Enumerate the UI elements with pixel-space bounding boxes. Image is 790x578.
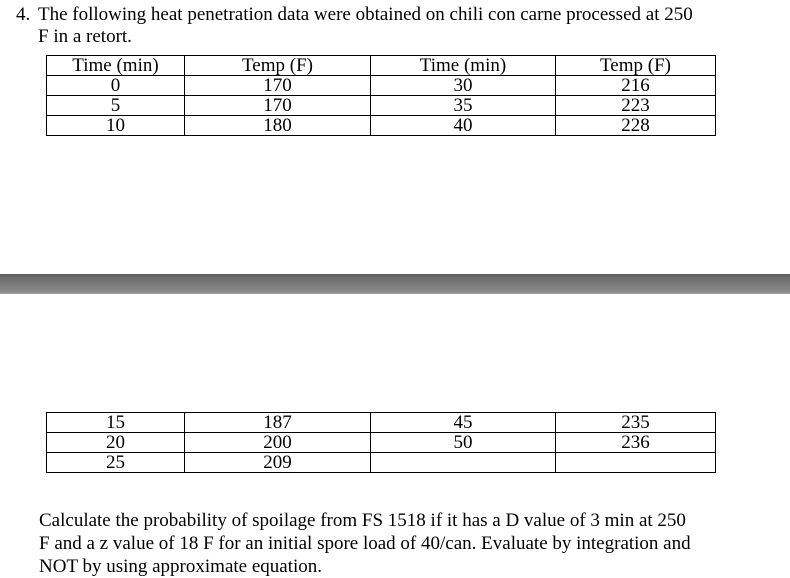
table-cell: 35 <box>371 96 556 116</box>
table-cell: 5 <box>47 96 185 116</box>
table-cell: 187 <box>185 413 371 433</box>
table-row <box>47 76 716 96</box>
table-cell: 209 <box>185 453 371 473</box>
table-cell: 228 <box>556 116 716 136</box>
table-cell: 235 <box>556 413 716 433</box>
heat-penetration-table-bottom <box>46 412 716 473</box>
table-cell: 20 <box>47 433 185 453</box>
table-cell <box>556 453 716 473</box>
question-text <box>16 4 776 48</box>
task-line-2: F and a z value of 18 F for an initial spore load of 40/can. Evaluate by integration and <box>39 533 691 554</box>
task-line-3: NOT by using approximate equation. <box>39 556 323 577</box>
question-number: 4. <box>16 4 31 25</box>
task-line-1: Calculate the probability of spoilage from FS 1518 if it has a D value of 3 min at 250 <box>39 510 686 531</box>
table-cell: 15 <box>47 413 185 433</box>
header-temp-1: Temp (F) <box>185 56 371 76</box>
table-cell: 25 <box>47 453 185 473</box>
question-line-2: F in a retort. <box>38 26 132 47</box>
table-cell <box>371 453 556 473</box>
table-row <box>47 116 716 136</box>
header-temp-2: Temp (F) <box>556 56 716 76</box>
table-cell: 236 <box>556 433 716 453</box>
table-cell: 30 <box>371 76 556 96</box>
table-cell: 45 <box>371 413 556 433</box>
table-cell: 216 <box>556 76 716 96</box>
table-cell: 223 <box>556 96 716 116</box>
table-header-row <box>47 56 716 76</box>
header-time-2: Time (min) <box>371 56 556 76</box>
question-line-1-text: The following heat penetration data were obtained on chili con carne processed at 250 <box>38 4 693 25</box>
task-text <box>39 509 739 578</box>
table-cell: 170 <box>185 76 371 96</box>
heat-penetration-table-top <box>46 55 716 136</box>
table-cell: 50 <box>371 433 556 453</box>
question-line-1 <box>16 4 776 26</box>
table-row <box>47 96 716 116</box>
table-cell: 180 <box>185 116 371 136</box>
table-row <box>47 413 716 433</box>
table-row <box>47 433 716 453</box>
table-row <box>47 453 716 473</box>
table-cell: 0 <box>47 76 185 96</box>
table-cell: 170 <box>185 96 371 116</box>
table-cell: 10 <box>47 116 185 136</box>
table-cell: 200 <box>185 433 371 453</box>
page-break-divider <box>0 274 790 294</box>
header-time-1: Time (min) <box>47 56 185 76</box>
table-cell: 40 <box>371 116 556 136</box>
